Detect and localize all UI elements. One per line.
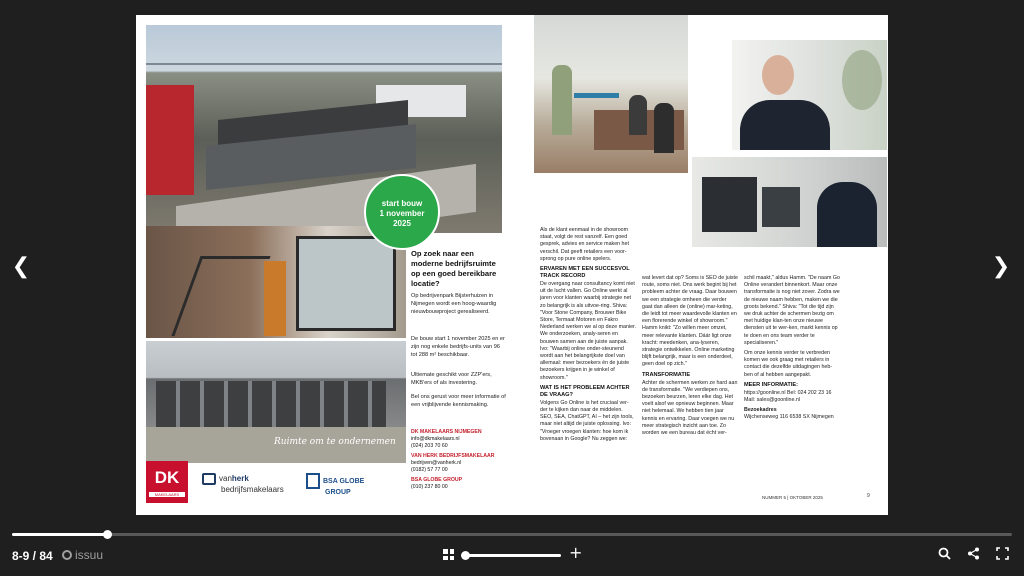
zoom-handle[interactable] bbox=[461, 551, 470, 560]
next-page-button[interactable] bbox=[989, 255, 1013, 279]
page-indicator: 8-9 / 84 bbox=[12, 549, 53, 563]
photo-caption: Ruimte om te ondernemen bbox=[274, 437, 396, 447]
share-icon[interactable] bbox=[967, 547, 980, 564]
ad-paragraph: De bouw start 1 november 2025 en er zijn nog enkele bedrijfs-units van 96 tot 288 m² beschikbaar. bbox=[411, 336, 505, 358]
issuu-logo[interactable]: issuu bbox=[62, 548, 103, 562]
zoom-slider[interactable] bbox=[463, 554, 561, 557]
article-column-2: wat levert dat op? Soms is SEO de juiste route, soms niet. Ons werk begint bij het probleem achter de vraag. Daar bouwen we een strategie omheen die verder gaat dan alleen de (online) mar-keting, die leidt tot meer waardevolle klanten en een florerende winkel of showroom." Hamm knikt: "Zo willen meer omzet, meer relevante klanten. Dáár ligt onze kracht: meedenken, ana-lyseren, strategie ontwikkelen. Online marketing blijft belangrijk, maar is een onderdeel, geen doel op zich." TRANSFORMATIE Achter de schermen werken ze hard aan de transformatie. "We verdiepen ons, bezoeken beurzen, leren elke dag. Het voelt alsof we opnieuw beginnen. Maar niet helemaal. We hebben tien jaar kennis en ervaring. Daar voegen we nu meer strategisch inzicht aan toe. Zo worden we een bureau dat écht ver- bbox=[642, 275, 738, 437]
desk-photo bbox=[692, 157, 887, 265]
article-column-3: schil maakt," aldus Hamm. "De naam Go Online verandert binnenkort. Maar onze transformatie is nog niet zover. Zodra we de nieuwe naam hebben, maken we die groots bekend." Shiva: "Tot die tijd zijn we druk achter de schermen bezig om met huidige klan-ten onze nieuwe diensten uit te wer-ken, markt kennis op te doen en ons team verder te specialiseren." Om onze kennis verder te verbreden komen we ook graag met retailers in contact die dezelfde uitdagingen heb-ben of al hebben aangepakt. MEER INFORMATIE: https://goonline.nl Bel: 024 202 23 16 Mail: sales@goonline.nl Bezoekadres Wijchenseweg 116 6538 SX Nijmegen bbox=[744, 275, 840, 421]
bsa-globe-logo: BSA GLOBE GROUP bbox=[306, 473, 364, 496]
interior-photo bbox=[146, 226, 406, 338]
contact-block: DK MAKELAARS NIJMEGEN info@dkmakelaars.nl (024) 203 70 60 bbox=[411, 429, 482, 449]
scrubber-handle[interactable] bbox=[103, 530, 112, 539]
ad-paragraph: Op bedrijvenpark Bijsterhuizen in Nijmegen wordt een hoog-waardig nieuwbouwproject gerealiseerd. bbox=[411, 293, 497, 315]
office-photo bbox=[534, 15, 688, 173]
contact-block: BSA GLOBE GROUP (010) 237 80 00 bbox=[411, 477, 463, 490]
article-column-1: Als de klant eenmaal in de showroom staat, volgt de rest vanzelf. Een goed gesprek, advies en service maken het verschil. Dat geeft retailers een voor-sprong op pure online spelers. ERVAREN MET EEN SUCCESVOL TRACK RECORD De overgang naar consultancy komt niet uit de lucht vallen. Go Online werkt al jaren voor klanten waarbij strategie net zo belangrijk is als uitvoe-ring. Shiva: "Voor Stone Company, Brouwer Bike Store, Termaat Motoren en Fakro Nederland werken we al op deze manier. We onderzoeken, analy-seren en bouwen samen aan de juiste aanpak. Ivo: "Waarbij online onder-steunend wordt aan het belangrijkste doel van allemaal: meer bezoekers én de juiste bezoekers krijgen in je winkel of showroom." WAT IS HET PROBLEEM ACHTER DE VRAAG? Volgens Go Online is het cruciaal ver-der te kijken dan naar de middelen. SEO, SEA, ChatGPT, AI – het zijn tools, maar niet altijd de juiste oplossing. Ivo: "Vroeger vroegen klanten: hoe kom ik bovenaan in Google? Nu zeggen we: bbox=[540, 227, 636, 442]
chevron-right-icon: ❯ bbox=[991, 254, 1011, 279]
magazine-spread bbox=[136, 15, 888, 515]
van-herk-logo: vanherk bedrijfsmakelaars bbox=[202, 473, 284, 494]
page-scrubber[interactable] bbox=[12, 533, 1012, 536]
search-icon[interactable] bbox=[938, 547, 951, 564]
house-icon bbox=[202, 473, 216, 485]
bottom-toolbar bbox=[0, 540, 1024, 576]
issue-footer: NUMMER 5 | OKTOBER 2025 bbox=[762, 495, 823, 500]
start-build-badge: start bouw 1 november 2025 bbox=[364, 174, 440, 250]
dk-makelaars-logo: DK MAKELAARS bbox=[146, 461, 188, 503]
ad-paragraph: Bel ons gerust voor meer informatie of een vrijblijvende kennismaking. bbox=[411, 394, 506, 408]
right-page bbox=[512, 15, 888, 515]
previous-page-button[interactable] bbox=[9, 255, 33, 279]
globe-icon bbox=[306, 473, 320, 489]
fullscreen-icon[interactable] bbox=[996, 547, 1009, 564]
contact-list bbox=[411, 429, 511, 491]
ad-paragraph: Ultiemate geschikt voor ZZP'ers, MKB'ers of als investering. bbox=[411, 372, 492, 386]
zoom-in-icon[interactable]: + bbox=[569, 543, 583, 562]
contact-block: VAN HERK BEDRIJFSMAKELAAR bedrijven@vanherk.nl (0182) 57 77 00 bbox=[411, 453, 495, 473]
business-units-photo bbox=[146, 341, 406, 463]
grid-view-icon[interactable] bbox=[443, 549, 454, 560]
issuu-icon bbox=[62, 550, 72, 560]
ad-headline: Op zoek naar een moderne bedrijfsruimte op een goed bereikbare locatie? bbox=[411, 249, 497, 288]
chevron-left-icon: ❮ bbox=[11, 254, 31, 279]
portrait-photo bbox=[732, 40, 887, 150]
left-page bbox=[136, 15, 512, 515]
aerial-photo bbox=[146, 25, 502, 233]
scrubber-fill bbox=[12, 533, 107, 536]
article-intro: Als de klant eenmaal in de showroom staat, volgt de rest vanzelf. Een goed gesprek, advies en service maken het verschil. Dat geeft retailers een voor-sprong op pure online spelers. bbox=[540, 227, 629, 262]
page-number: 9 bbox=[867, 493, 870, 499]
